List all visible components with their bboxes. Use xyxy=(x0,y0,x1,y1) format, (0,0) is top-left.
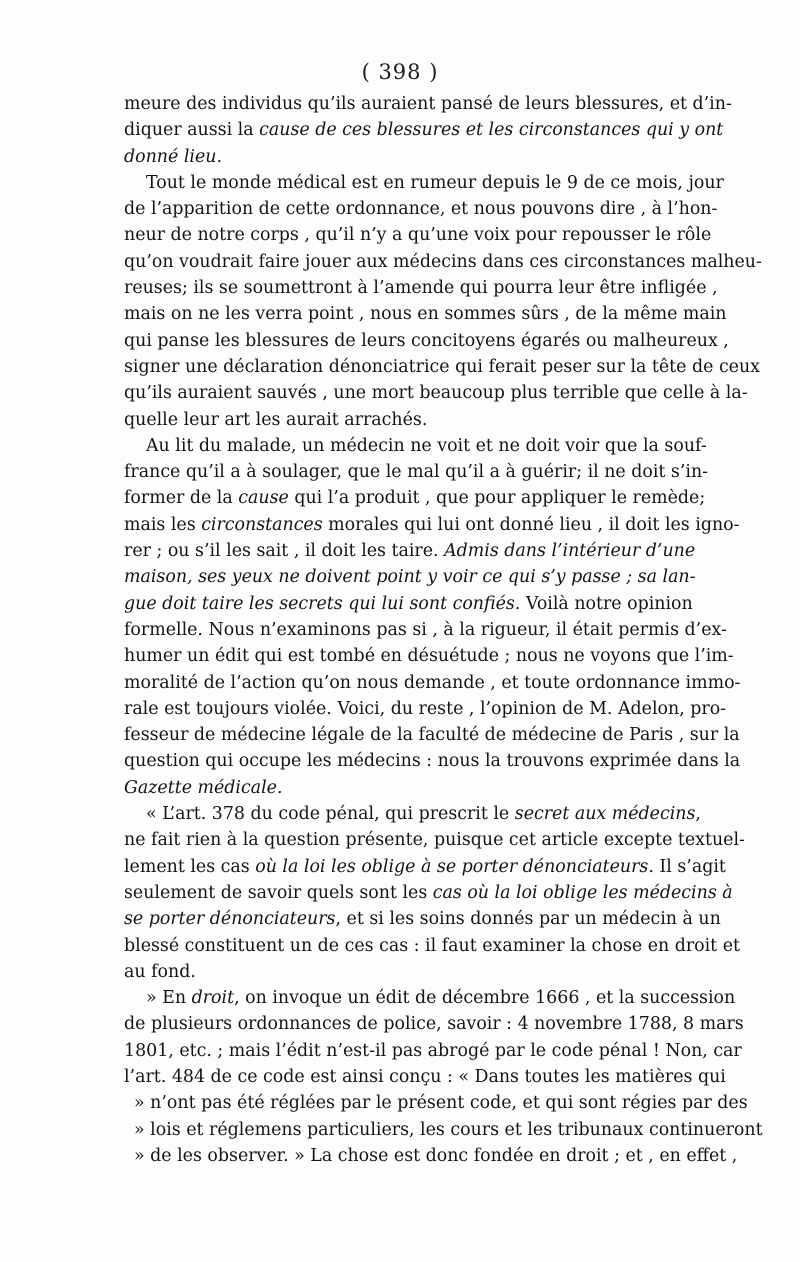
text-line xyxy=(124,696,727,722)
text-segment: 1801, etc. ; mais l’édit n’est-il pas abrogé par le code pénal ! Non, car xyxy=(124,1040,742,1061)
text-segment: , on invoque un édit de décembre 1666 , et la succession xyxy=(234,988,736,1009)
text-segment: , xyxy=(695,804,701,825)
italic-segment: gue doit taire les secrets qui lui sont confiés. xyxy=(124,593,521,614)
text-line xyxy=(124,564,696,590)
text-segment: france qu’il a à soulager, que le mal qu’il a à guérir; il ne doit s’in- xyxy=(124,462,709,483)
text-segment: formelle. Nous n’examinons pas si , à la rigueur, il était permis d’ex- xyxy=(124,619,727,640)
text-line xyxy=(124,670,741,696)
text-line xyxy=(124,275,718,301)
text-segment: l’art. 484 de ce code est ainsi conçu : « Dans toutes les matières qui xyxy=(124,1066,726,1087)
italic-segment: où la loi les oblige à se porter dénonciateurs. xyxy=(255,856,654,877)
text-line xyxy=(124,801,701,827)
italic-segment: Admis dans l’intérieur d’une xyxy=(444,541,696,562)
text-segment: qui panse les blessures de leurs concitoyens égarés ou malheureux , xyxy=(124,330,729,351)
text-line xyxy=(124,170,724,196)
text-segment: » En xyxy=(146,988,192,1009)
text-segment: » lois et réglemens particuliers, les cours et les tribunaux continueront xyxy=(134,1119,763,1140)
text-line xyxy=(124,407,680,433)
page-number: ( 398 ) xyxy=(361,60,439,84)
text-segment: mais les xyxy=(124,514,202,535)
text-line xyxy=(124,538,696,564)
text-line xyxy=(124,328,729,354)
text-line xyxy=(124,433,707,459)
text-segment: former de la xyxy=(124,488,239,509)
italic-segment: cause xyxy=(238,488,289,509)
italic-segment: droit xyxy=(191,988,235,1009)
italic-segment: Gazette médicale. xyxy=(124,777,283,798)
text-line xyxy=(124,196,718,222)
text-line xyxy=(124,748,741,774)
text-segment: question qui occupe les médecins : nous la trouvons exprimée dans la xyxy=(124,751,741,772)
italic-segment: maison, ses yeux ne doivent point y voir ce qui s’y passe ; sa lan- xyxy=(124,567,696,588)
text-segment: rale est toujours violée. Voici, du reste , l’opinion de M. Adelon, pro- xyxy=(124,698,727,719)
text-line xyxy=(124,1117,763,1143)
text-line xyxy=(124,959,680,985)
text-line xyxy=(124,775,680,801)
text-segment: » n’ont pas été réglées par le présent code, et qui sont régies par des xyxy=(134,1093,748,1114)
text-segment: ne fait rien à la question présente, puisque cet article excepte textuel- xyxy=(124,830,745,851)
text-line xyxy=(124,1011,744,1037)
body-text xyxy=(124,91,763,1169)
italic-segment: secret aux médecins xyxy=(514,804,696,825)
text-segment: « L’art. 378 du code pénal, qui prescrit le xyxy=(146,804,515,825)
text-segment: neur de notre corps , qu’il n’y a qu’une voix pour repousser le rôle xyxy=(124,225,712,246)
text-segment: de l’apparition de cette ordonnance, et nous pouvons dire , à l’hon- xyxy=(124,199,718,220)
text-segment: diquer aussi la xyxy=(124,120,260,141)
italic-segment: cause de ces blessures et les circonstances qui y ont xyxy=(259,120,724,141)
text-segment: morales qui lui ont donné lieu , il doit les igno- xyxy=(322,514,740,535)
text-segment: fesseur de médecine légale de la faculté de médecine de Paris , sur la xyxy=(124,725,740,746)
italic-segment: cas où la loi oblige les médecins à xyxy=(432,882,733,903)
text-line xyxy=(124,144,680,170)
text-line xyxy=(124,485,706,511)
text-segment: seulement de savoir quels sont les xyxy=(124,882,433,903)
text-line xyxy=(124,617,727,643)
text-segment: au fond. xyxy=(124,961,196,982)
text-segment: reuses; ils se soumettront à l’amende qui pourra leur être infligée , xyxy=(124,278,718,299)
text-line xyxy=(124,827,745,853)
text-line xyxy=(124,906,721,932)
text-line xyxy=(124,854,726,880)
text-segment: lement les cas xyxy=(124,856,256,877)
text-line xyxy=(124,985,736,1011)
text-line xyxy=(124,380,748,406)
text-line xyxy=(124,643,734,669)
text-line xyxy=(124,1090,748,1116)
text-segment: quelle leur art les aurait arrachés. xyxy=(124,409,428,430)
text-segment: » de les observer. » La chose est donc fondée en droit ; et , en effet , xyxy=(134,1145,738,1166)
text-segment: mais on ne les verra point , nous en sommes sûrs , de la même main xyxy=(124,304,727,325)
text-segment: , et si les soins donnés par un médecin à un xyxy=(335,909,721,930)
italic-segment: se porter dénonciateurs xyxy=(124,909,336,930)
text-line xyxy=(124,354,760,380)
text-segment: signer une déclaration dénonciatrice qui ferait peser sur la tête de ceux xyxy=(124,356,760,377)
italic-segment: circonstances xyxy=(201,514,323,535)
text-segment: qui l’a produit , que pour appliquer le remède; xyxy=(288,488,706,509)
text-line xyxy=(124,1038,742,1064)
text-line xyxy=(124,880,733,906)
text-segment: meure des individus qu’ils auraient pansé de leurs blessures, et d’in- xyxy=(124,94,732,114)
text-line xyxy=(124,1143,738,1169)
text-segment: blessé constituent un de ces cas : il faut examiner la chose en droit et xyxy=(124,935,740,956)
text-segment: Voilà notre opinion xyxy=(520,593,693,614)
text-line xyxy=(124,512,740,538)
text-line xyxy=(124,1064,726,1090)
text-line xyxy=(124,249,762,275)
text-line xyxy=(124,459,709,485)
text-segment: Au lit du malade, un médecin ne voit et ne doit voir que la souf- xyxy=(146,435,707,456)
italic-segment: donné lieu. xyxy=(124,146,222,167)
text-segment: moralité de l’action qu’on nous demande , et toute ordonnance immo- xyxy=(124,672,741,693)
text-segment: qu’on voudrait faire jouer aux médecins dans ces circonstances malheu- xyxy=(124,251,762,272)
text-segment: humer un édit qui est tombé en désuétude ; nous ne voyons que l’im- xyxy=(124,646,734,667)
text-line xyxy=(124,91,732,117)
text-line xyxy=(124,933,740,959)
text-line xyxy=(124,722,740,748)
text-line xyxy=(124,301,727,327)
text-segment: rer ; ou s’il les sait , il doit les taire. xyxy=(124,541,445,562)
text-line xyxy=(124,591,693,617)
text-segment: Tout le monde médical est en rumeur depuis le 9 de ce mois, jour xyxy=(146,172,724,193)
text-segment: Il s’agit xyxy=(653,856,726,877)
text-segment: qu’ils auraient sauvés , une mort beaucoup plus terrible que celle à la- xyxy=(124,383,748,404)
text-segment: de plusieurs ordonnances de police, savoir : 4 novembre 1788, 8 mars xyxy=(124,1014,744,1035)
text-line xyxy=(124,117,724,143)
text-line xyxy=(124,222,712,248)
